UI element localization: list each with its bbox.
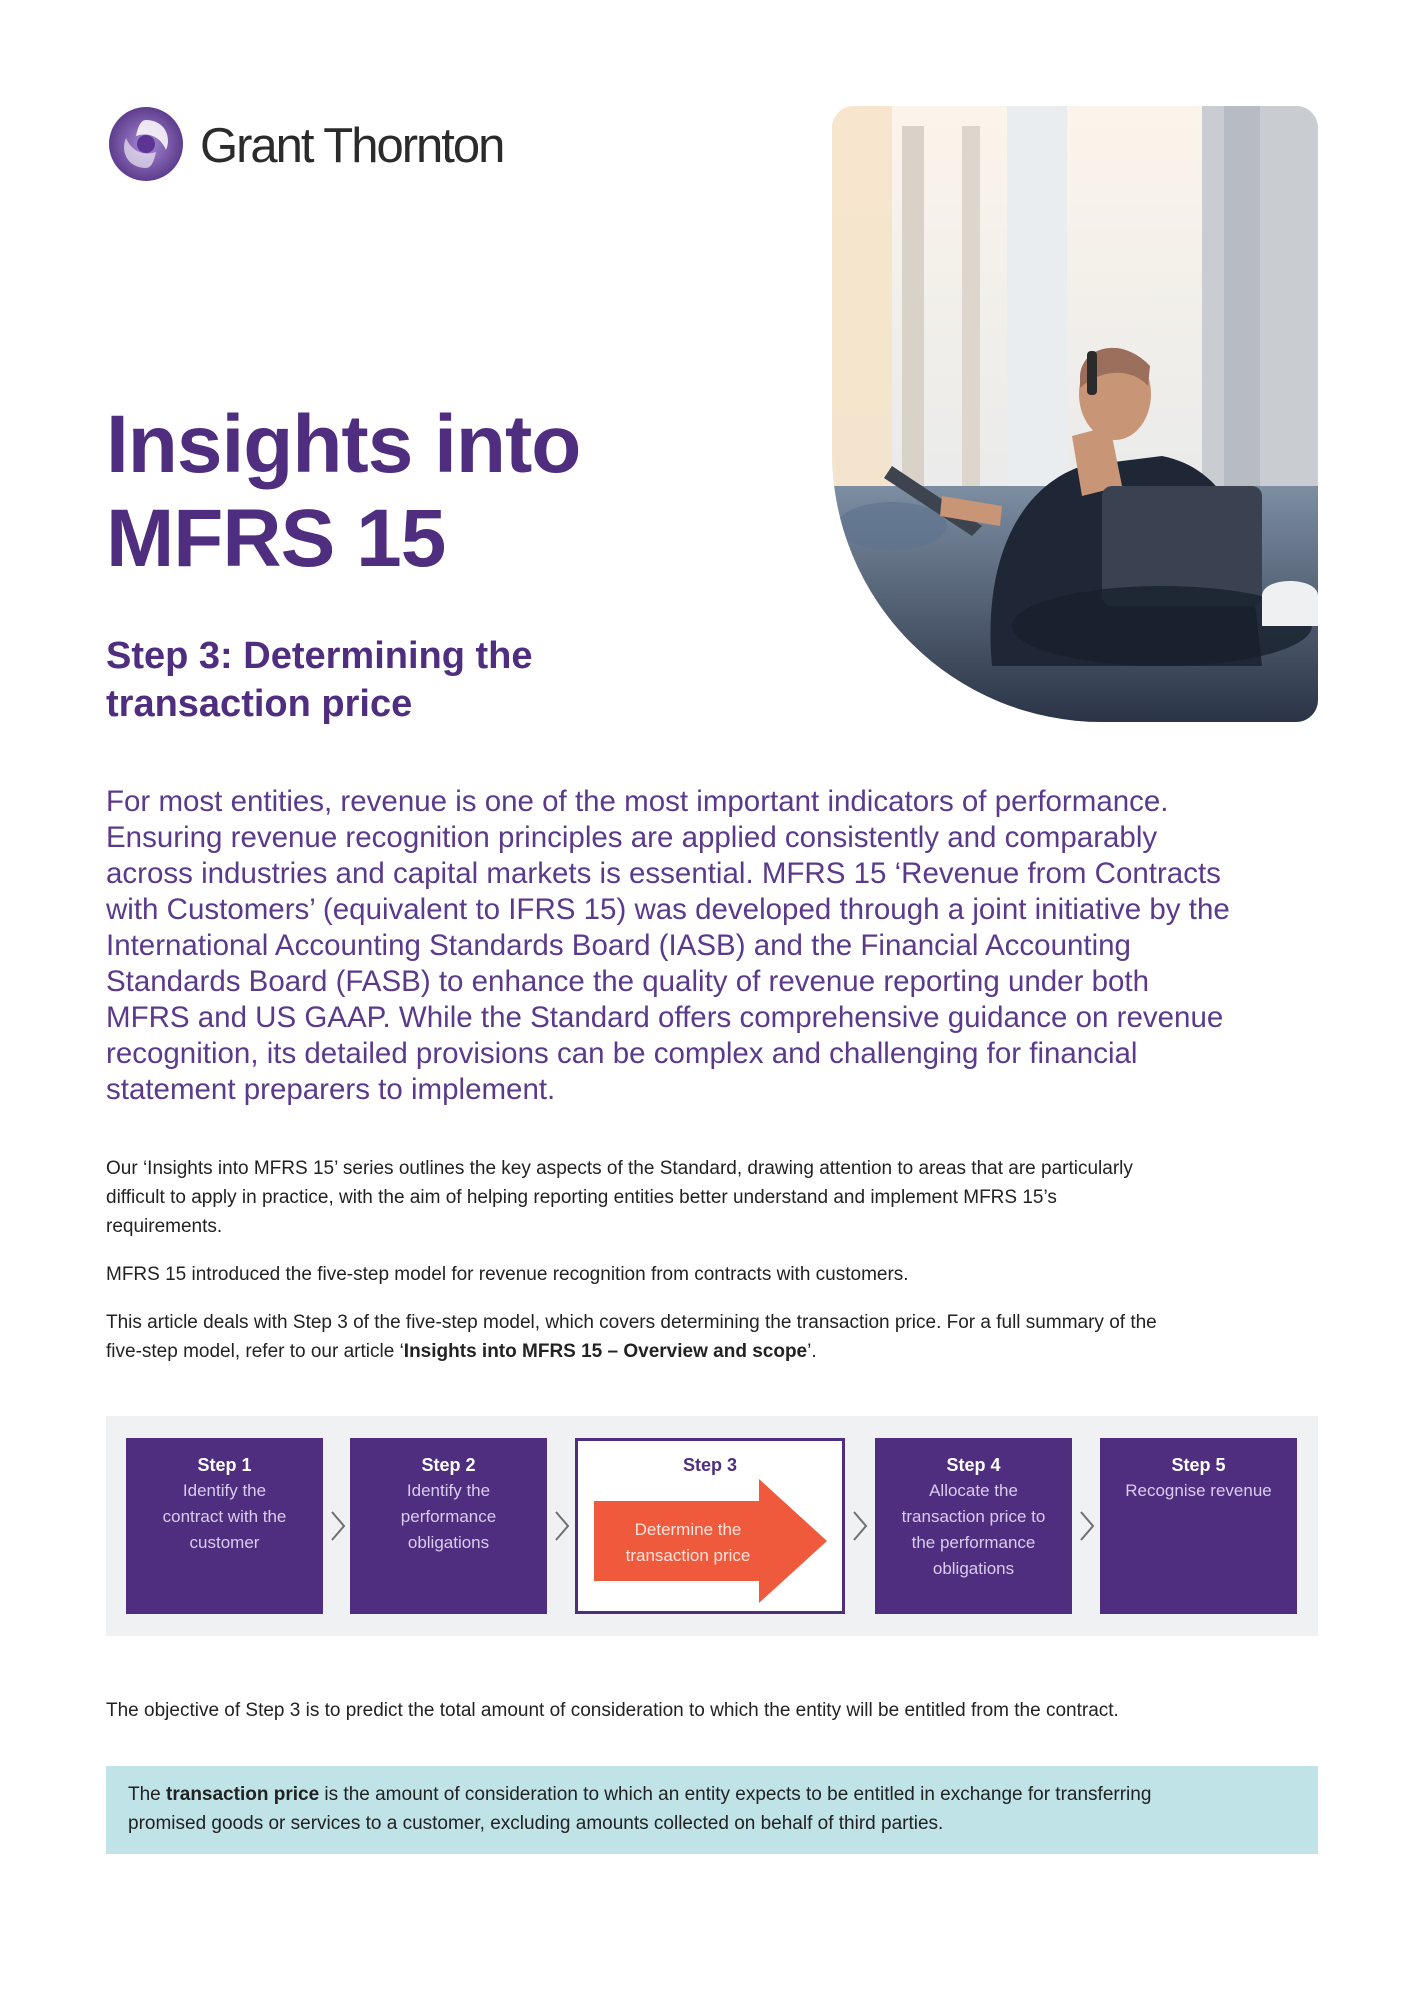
step-3-arrow-text: [594, 1517, 782, 1569]
definition-term: transaction price: [166, 1784, 320, 1805]
five-step-diagram: [106, 1416, 1318, 1636]
five-step-paragraph: MFRS 15 introduced the five-step model for revenue recognition from contracts with customers.: [106, 1264, 909, 1285]
step-title: Step 3: [682, 1455, 738, 1475]
step-desc-line: transaction price: [625, 1546, 751, 1565]
definition-text: is the amount of consideration to which an entity expects to be entitled in exchange for transferring: [319, 1784, 1152, 1805]
step-1-box: [126, 1438, 323, 1614]
step-2-box: [350, 1438, 547, 1614]
paragraph-line: Our ‘Insights into MFRS 15’ series outlines the key aspects of the Standard, drawing attention to areas that are particularly: [106, 1158, 1133, 1179]
definition-line: promised goods or services to a customer, excluding amounts collected on behalf of third parties.: [128, 1813, 944, 1834]
step-title: Step 4: [946, 1455, 1001, 1475]
step-desc-line: performance: [400, 1507, 497, 1526]
lead-line: statement preparers to implement.: [106, 1073, 556, 1106]
chevron-right-icon: [1077, 1508, 1097, 1544]
step-desc-line: Identify the: [182, 1481, 267, 1500]
hero-photo: [832, 106, 1318, 722]
chevron-right-icon: [552, 1508, 572, 1544]
grant-thornton-logo: [108, 106, 508, 186]
step-desc-line: Identify the: [406, 1481, 491, 1500]
title-line: MFRS 15: [106, 493, 446, 584]
logo-swirl-icon: [108, 106, 184, 182]
lead-paragraph: [106, 784, 1324, 1108]
lead-line: International Accounting Standards Board (IASB) and the Financial Accounting: [106, 929, 1131, 962]
step-desc-line: contract with the: [162, 1507, 287, 1526]
definition-text: The: [128, 1784, 167, 1805]
paragraph-line: This article deals with Step 3 of the five-step model, which covers determining the transaction price. For a full summary of the: [106, 1312, 1157, 1333]
step-desc-line: obligations: [932, 1559, 1015, 1578]
subtitle-line: Step 3: Determining the: [106, 635, 533, 677]
objective-sentence: The objective of Step 3 is to predict the total amount of consideration to which the entity will be entitled from the contract.: [106, 1700, 1119, 1721]
step-desc-line: Recognise revenue: [1125, 1481, 1272, 1500]
step-desc-line: Allocate the: [929, 1481, 1018, 1500]
page-subtitle: [106, 632, 606, 728]
definition-line: [128, 1780, 1296, 1809]
title-line: Insights into: [106, 399, 581, 490]
lead-line: For most entities, revenue is one of the most important indicators of performance.: [106, 785, 1169, 818]
paragraph-line: requirements.: [106, 1216, 223, 1237]
step-title: Step 5: [1171, 1455, 1226, 1475]
paragraph-text: five-step model, refer to our article ‘: [106, 1341, 404, 1362]
subtitle-line: transaction price: [106, 683, 413, 725]
step-4-box: [875, 1438, 1072, 1614]
logo-wordmark: Grant Thornton: [200, 119, 504, 173]
chevron-right-icon: [328, 1508, 348, 1544]
step-desc-line: obligations: [407, 1533, 490, 1552]
step-desc-line: Determine the: [634, 1520, 742, 1539]
chevron-right-icon: [850, 1508, 870, 1544]
intro-paragraph: [106, 1154, 1324, 1241]
step-desc-line: the performance: [911, 1533, 1036, 1552]
article-scope-paragraph: [106, 1308, 1324, 1366]
paragraph-line: difficult to apply in practice, with the aim of helping reporting entities better understand and implement MFRS 15’s: [106, 1187, 1057, 1208]
lead-line: MFRS and US GAAP. While the Standard offers comprehensive guidance on revenue: [106, 1001, 1224, 1034]
lead-line: recognition, its detailed provisions can be complex and challenging for financial: [106, 1037, 1138, 1070]
page-title: [106, 398, 726, 586]
lead-line: Ensuring revenue recognition principles are applied consistently and comparably: [106, 821, 1158, 854]
lead-line: Standards Board (FASB) to enhance the quality of revenue reporting under both: [106, 965, 1150, 998]
step-5-box: [1100, 1438, 1297, 1614]
businessman-photo-illustration: [832, 106, 1318, 722]
paragraph-line: [106, 1337, 1324, 1366]
step-title: Step 2: [421, 1455, 476, 1475]
step-desc-line: transaction price to: [901, 1507, 1046, 1526]
step-3-box-highlighted: [575, 1438, 845, 1614]
paragraph-text: ’.: [807, 1341, 817, 1362]
lead-line: with Customers’ (equivalent to IFRS 15) was developed through a joint initiative by the: [106, 893, 1230, 926]
step-title: Step 1: [197, 1455, 252, 1475]
definition-callout: [106, 1766, 1318, 1854]
lead-line: across industries and capital markets is essential. MFRS 15 ‘Revenue from Contracts: [106, 857, 1221, 890]
article-link[interactable]: Insights into MFRS 15 – Overview and scope: [403, 1341, 808, 1362]
step-desc-line: customer: [189, 1533, 260, 1552]
